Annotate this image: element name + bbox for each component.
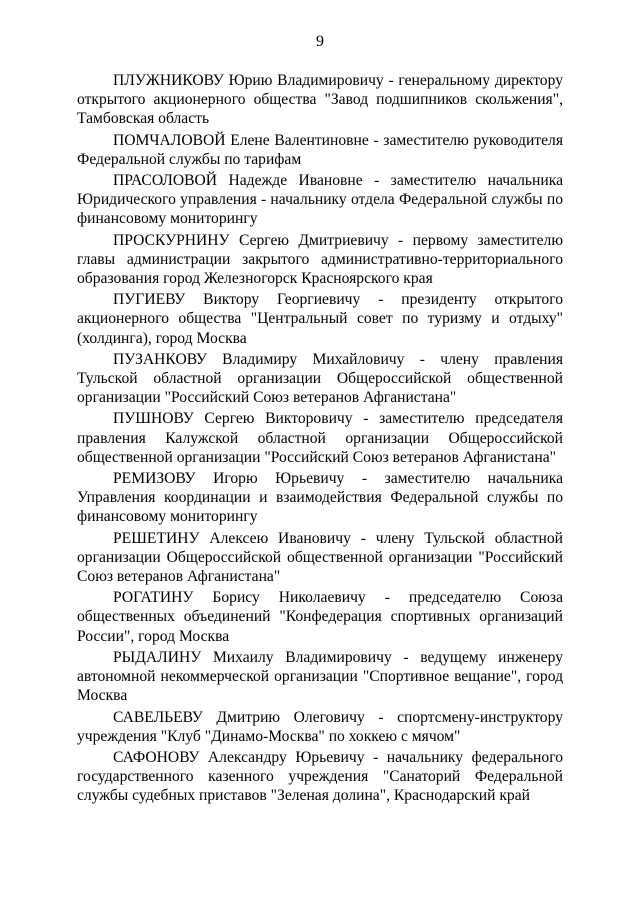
- award-entry: ПЛУЖНИКОВУ Юрию Владимировичу - генеральному директору открытого акционерного общества "Завод подшипников скольжения", Тамбовская область: [77, 72, 563, 128]
- award-entry: ПУГИЕВУ Виктору Георгиевичу - президенту открытого акционерного общества "Центральный совет по туризму и отдыху" (холдинга), город Москва: [77, 291, 563, 347]
- award-entry: САВЕЛЬЕВУ Дмитрию Олеговичу - спортсмену-инструктору учреждения "Клуб "Динамо-Москва" по хоккею с мячом": [77, 708, 563, 745]
- award-entry: САФОНОВУ Александру Юрьевичу - начальнику федерального государственного казенного учреждения "Санаторий Федеральной службы судебных приставов "Зеленая долина", Краснодарский край: [77, 748, 563, 805]
- award-entry: ПРАСОЛОВОЙ Надежде Ивановне - заместителю начальника Юридического управления - начальнику отдела Федеральной службы по финансовому мониторингу: [77, 172, 563, 228]
- award-entry: РЫДАЛИНУ Михаилу Владимировичу - ведущему инженеру автономной некоммерческой организации "Спортивное вещание", город Москва: [77, 648, 563, 705]
- award-entry: ПРОСКУРНИНУ Сергею Дмитриевичу - первому заместителю главы администрации закрытого административно-территориального образования город Железногорск Красноярского края: [77, 231, 563, 288]
- award-entry: ПОМЧАЛОВОЙ Елене Валентиновне - заместителю руководителя Федеральной службы по тарифам: [77, 131, 563, 168]
- award-entry: РЕМИЗОВУ Игорю Юрьевичу - заместителю начальника Управления координации и взаимодействия Федеральной службы по финансовому мониторингу: [77, 470, 563, 526]
- award-entry: РЕШЕТИНУ Алексею Ивановичу - члену Тульской областной организации Общероссийской общественной организации "Российский Союз ветеранов Афганистана": [77, 529, 563, 586]
- award-entry: ПУШНОВУ Сергею Викторовичу - заместителю председателя правления Калужской областной организации Общероссийской общественной организации "Российский Союз ветеранов Афганистана": [77, 410, 563, 466]
- award-list: [77, 71, 563, 808]
- award-entry: РОГАТИНУ Борису Николаевичу - председателю Союза общественных объединений "Конфедерация спортивных организаций России", город Москва: [77, 589, 563, 645]
- award-entry: ПУЗАНКОВУ Владимиру Михайловичу - члену правления Тульской областной организации Общероссийской общественной организации "Российский Союз ветеранов Афганистана": [77, 350, 563, 407]
- page-number: 9: [316, 33, 324, 50]
